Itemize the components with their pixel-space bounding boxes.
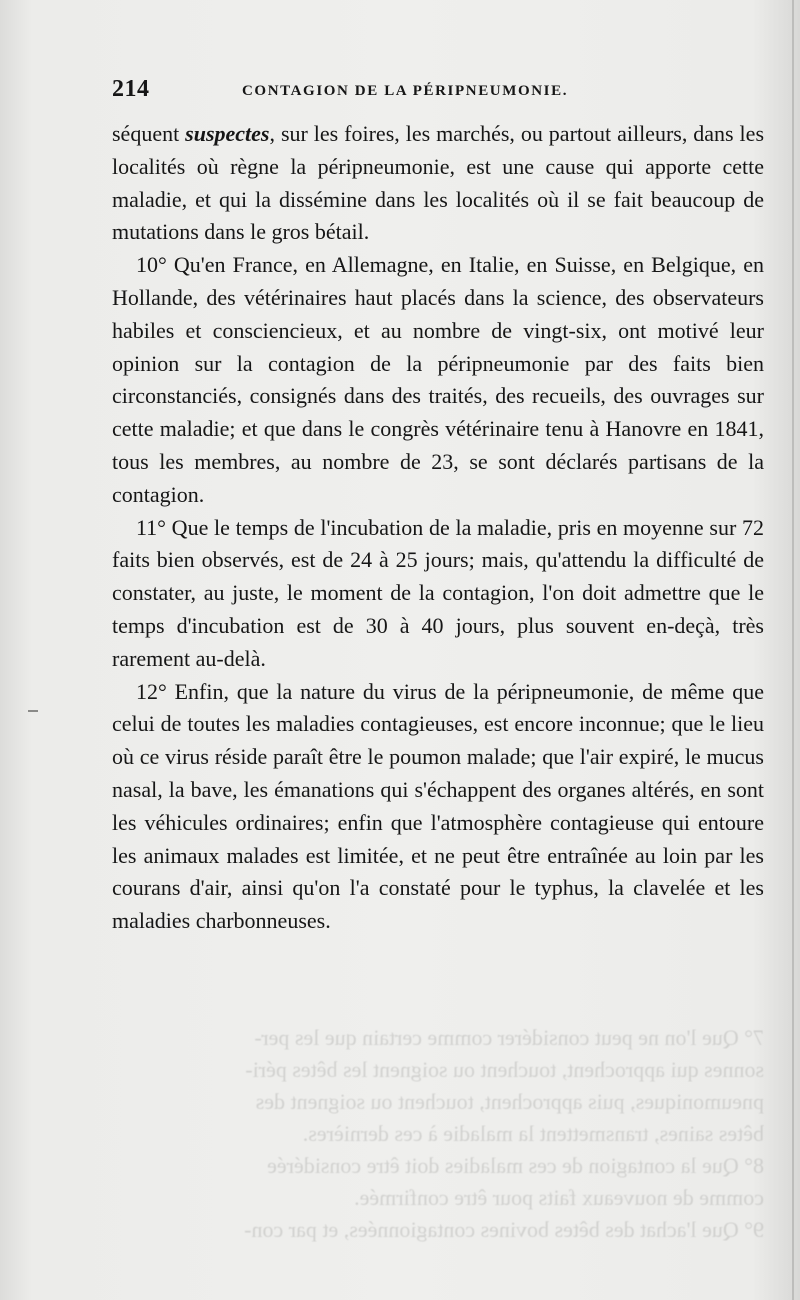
show-through-line: 8° Que la contagion de ces maladies doit être considérée — [267, 1153, 764, 1178]
running-title: CONTAGION DE LA PÉRIPNEUMONIE. — [242, 83, 569, 99]
margin-mark — [28, 710, 38, 712]
show-through-line: 9° Que l'achat des bêtes bovines contagionnées, et par con- — [244, 1217, 764, 1242]
paragraph-10: 10° Qu'en France, en Allemagne, en Italie, en Suisse, en Belgique, en Hollande, des vétérinaires haut placés dans la science, des observateurs habiles et consciencieux, et au nombre de vingt-six, ont motivé leur opinion sur la contagion de la péripneumonie par des faits bien circonstanciés, consignés dans des traités, des recueils, des ouvrages sur cette maladie; et que dans le congrès vétérinaire tenu à Hanovre en 1841, tous les membres, au nombre de 23, se sont déclarés partisans de la contagion. — [112, 252, 764, 507]
show-through-line: bêtes saines, transmettent la maladie à ces dernières. — [302, 1121, 764, 1146]
page-header — [112, 76, 692, 106]
show-through-line: 7° Que l'on ne peut considérer comme certain que les per- — [254, 1025, 764, 1050]
body-text — [112, 118, 764, 938]
page-edge — [792, 0, 794, 1300]
show-through-text — [112, 1022, 764, 1282]
paragraph-12: 12° Enfin, que la nature du virus de la péripneumonie, de même que celui de toutes les maladies contagieuses, est encore inconnue; que le lieu où ce virus réside paraît être le poumon malade; que l'air expiré, le mucus nasal, la bave, les émanations qui s'échappent des organes altérés, en sont les véhicules ordinaires; enfin que l'atmosphère contagieuse qui entoure les animaux malades est limitée, et ne peut être entraînée au loin par les courans d'air, ainsi qu'on l'a constaté pour le typhus, la clavelée et les maladies charbonneuses. — [112, 678, 764, 934]
page-number: 214 — [112, 76, 150, 102]
show-through-line: comme de nouveaux faits pour être confirmée. — [354, 1185, 764, 1210]
paragraph-11: 11° Que le temps de l'incubation de la maladie, pris en moyenne sur 72 faits bien observés, est de 24 à 25 jours; mais, qu'attendu la difficulté de constater, au juste, le moment de la contagion, l'on doit admettre que le temps d'incubation est de 30 à 40 jours, plus souvent en-deçà, très rarement au-delà. — [112, 514, 764, 671]
show-through-line: pneumoniques, puis approchent, touchent ou soignent des — [255, 1089, 764, 1114]
paragraph-continued: séquent suspectes, sur les foires, les marchés, ou partout ailleurs, dans les localités où règne la péripneumonie, est une cause qui apporte cette maladie, et qui la dissémine dans les localités où il se fait beaucoup de mutations dans le gros bétail. — [112, 121, 764, 245]
show-through-line: sonnes qui approchent, touchent ou soignent les bêtes péri- — [245, 1057, 764, 1082]
emphasis-word: suspectes — [185, 121, 270, 146]
